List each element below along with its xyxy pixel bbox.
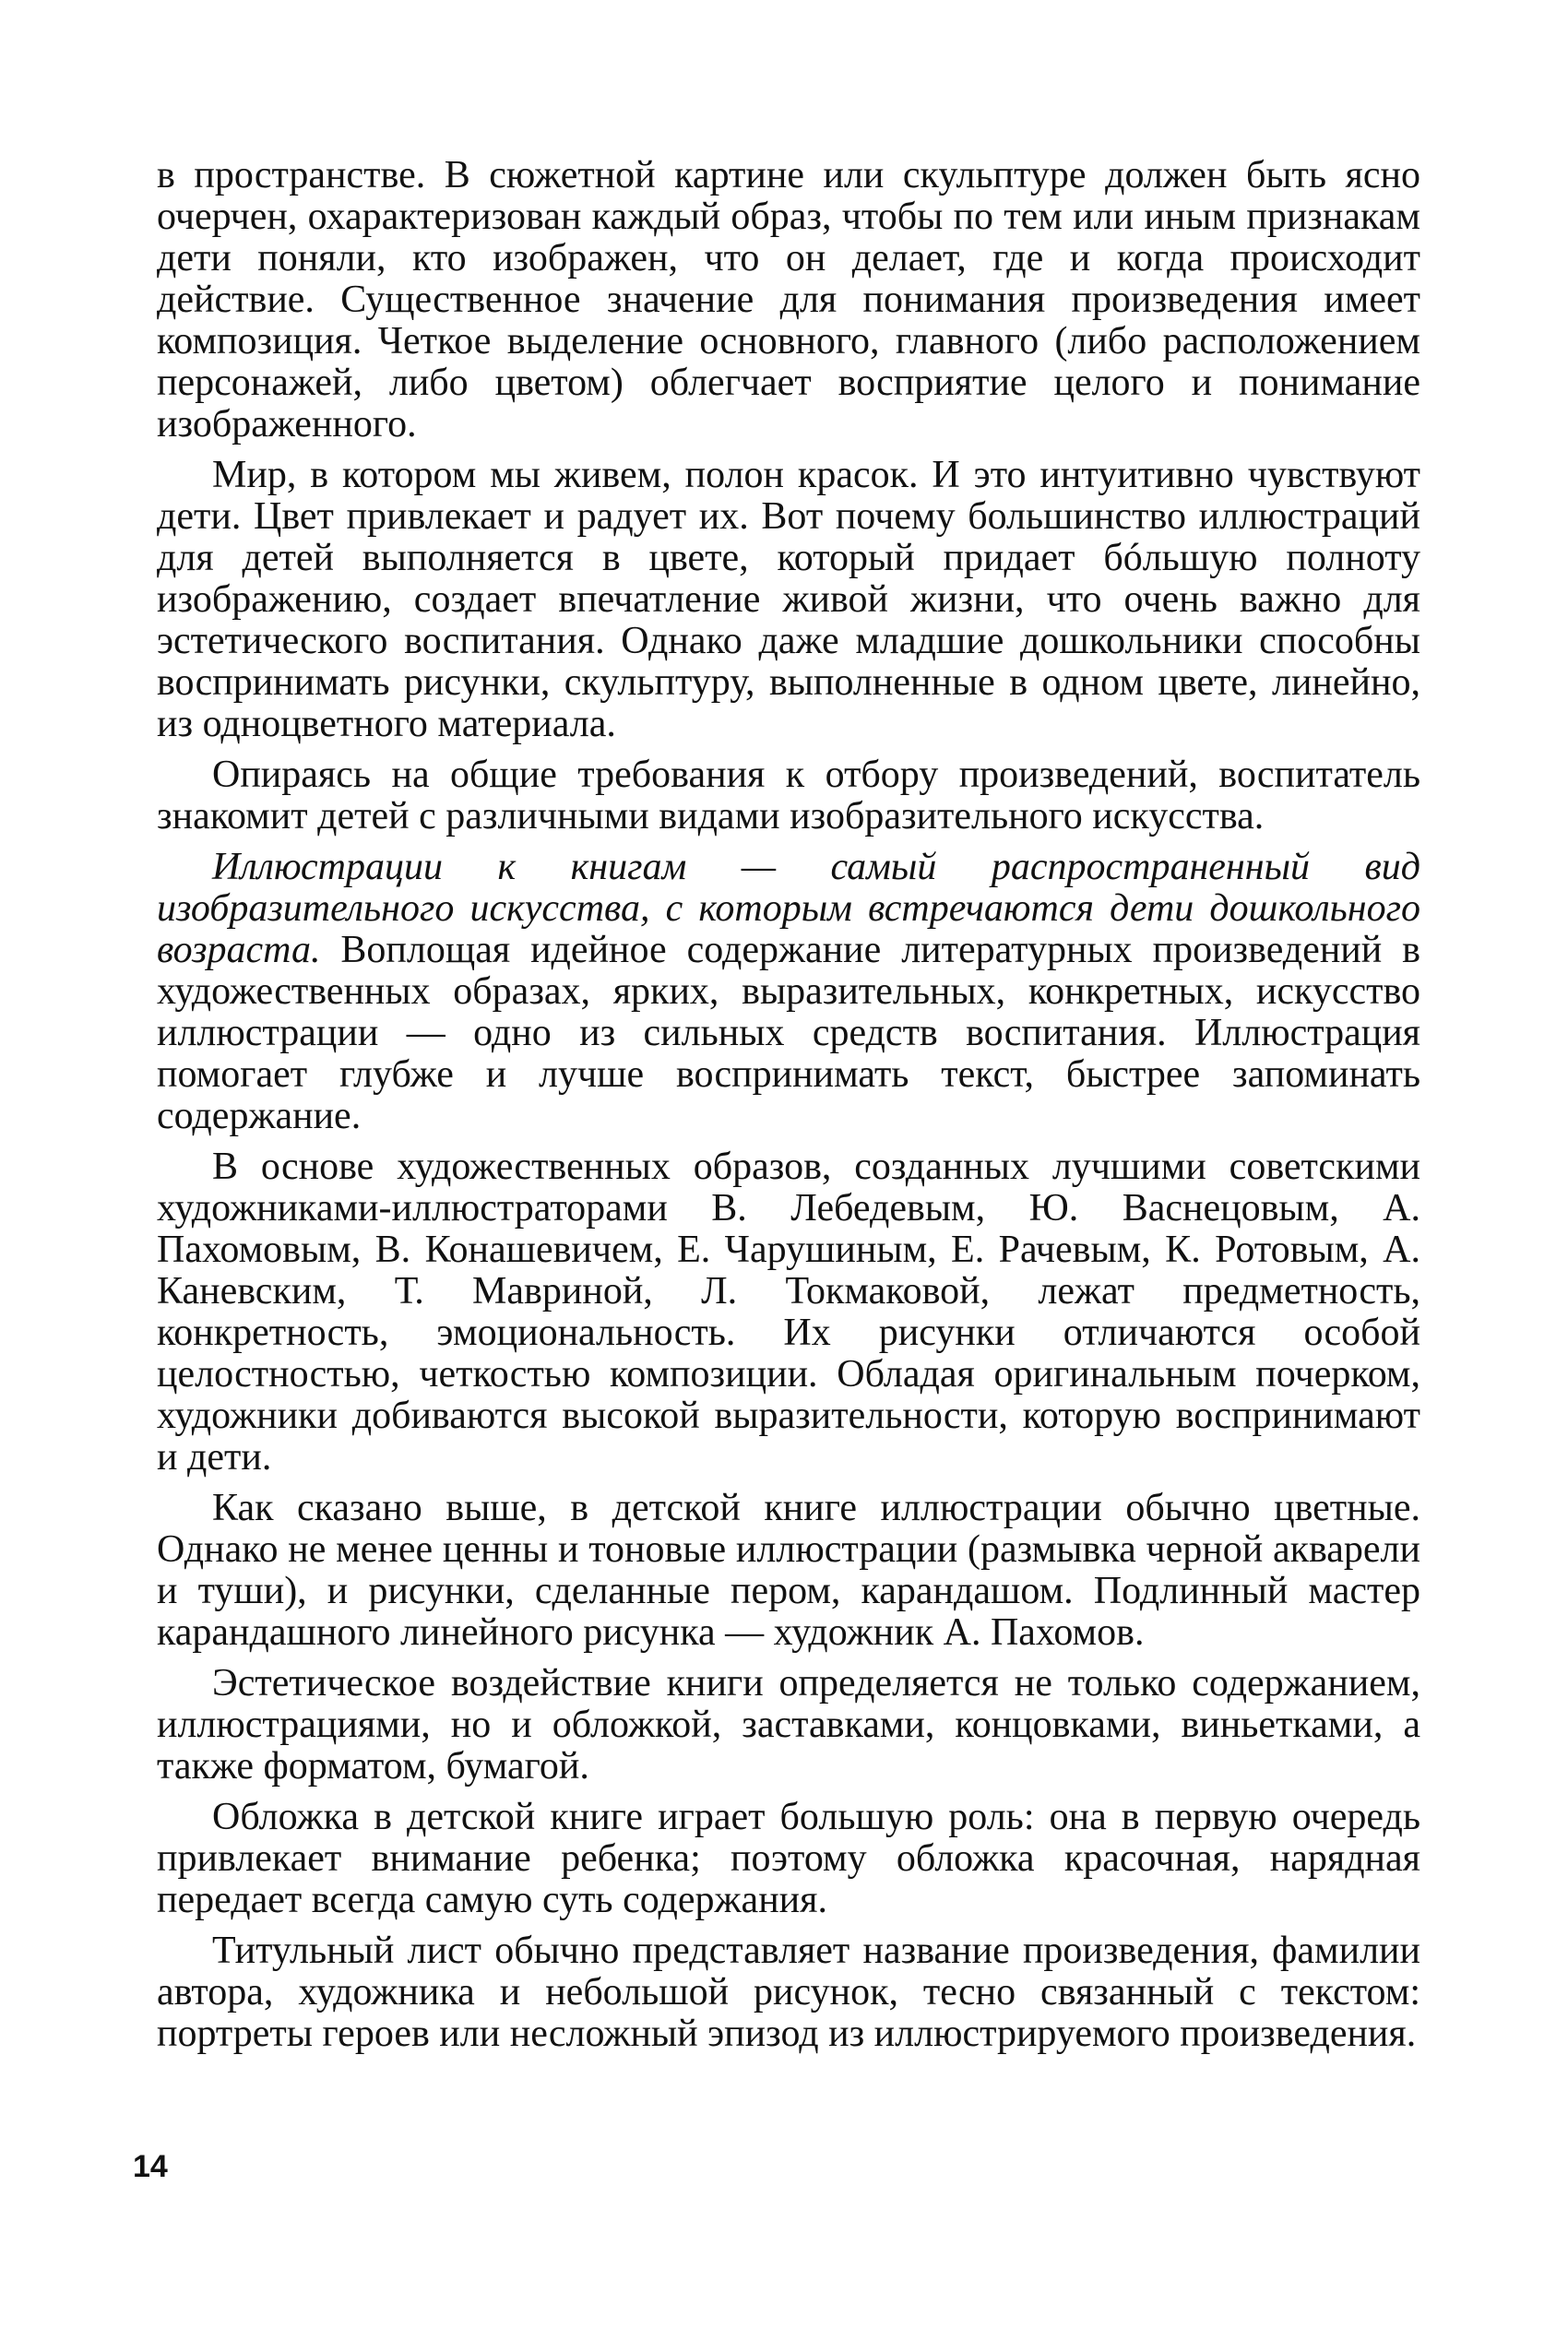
paragraph-1: в пространстве. В сюжетной картине или скульптуре должен быть ясно очерчен, охарактеризован каждый образ, чтобы по тем или иным признакам дети поняли, кто изображен, что он делает, где и когда происходит действие. Существенное значение для понимания произведения имеет композиция. Четкое выделение основного, главного (либо расположением персонажей, либо цветом) облегчает восприятие целого и понимание изображенного. [157,154,1420,445]
paragraph-4 [157,847,1420,1137]
paragraph-2: Мир, в котором мы живем, полон красок. И это интуитивно чувствуют дети. Цвет привлекает и радует их. Вот почему большинство иллюстраций для детей выполняется в цвете, который придает бóльшую полноту изображению, создает впечатление живой жизни, что очень важно для эстетического воспитания. Однако даже младшие дошкольники способны воспринимать рисунки, скульптуру, выполненные в одном цвете, линейно, из одноцветного материала. [157,454,1420,745]
paragraph-6: Как сказано выше, в детской книге иллюстрации обычно цветные. Однако не менее ценны и тоновые иллюстрации (размывка черной акварели и туши), и рисунки, сделанные пером, карандашом. Подлинный мастер карандашного линейного рисунка — художник А. Пахомов. [157,1487,1420,1654]
paragraph-3: Опираясь на общие требования к отбору произведений, воспитатель знакомит детей с различными видами изобразительного искусства. [157,754,1420,837]
paragraph-7: Эстетическое воздействие книги определяется не только содержанием, иллюстрациями, но и обложкой, заставками, концовками, виньетками, а также форматом, бумагой. [157,1662,1420,1788]
italic-definition: Иллюстрации к книгам — самый распространенный вид изобразительного искусства, с которым встречаются дети дошкольного возраста. [157,846,1420,971]
paragraph-5: В основе художественных образов, созданных лучшими советскими художниками-иллюстраторами В. Лебедевым, Ю. Васнецовым, А. Пахомовым, В. Конашевичем, Е. Чарушиным, Е. Рачевым, К. Ротовым, А. Каневским, Т. Мавриной, Л. Токмаковой, лежат предметность, конкретность, эмоциональность. Их рисунки отличаются особой целостностью, четкостью композиции. Обладая оригинальным почерком, художники добиваются высокой выразительности, которую воспринимают и дети. [157,1146,1420,1479]
paragraph-4-text: Воплощая идейное содержание литературных произведений в художественных образах, ярких, выразительных, конкретных, искусство иллюстрации — одно из сильных средств воспитания. Иллюстрация помогает глубже и лучше воспринимать текст, быстрее запоминать содержание. [157,929,1420,1137]
body-text [157,155,1420,2064]
paragraph-9: Титульный лист обычно представляет название произведения, фамилии автора, художника и небольшой рисунок, тесно связанный с текстом: портреты героев или несложный эпизод из иллюстрируемого произведения. [157,1930,1420,2055]
page-number: 14 [133,2149,168,2184]
paragraph-8: Обложка в детской книге играет большую роль: она в первую очередь привлекает внимание ребенка; поэтому обложка красочная, нарядная передает всегда самую суть содержания. [157,1796,1420,1921]
